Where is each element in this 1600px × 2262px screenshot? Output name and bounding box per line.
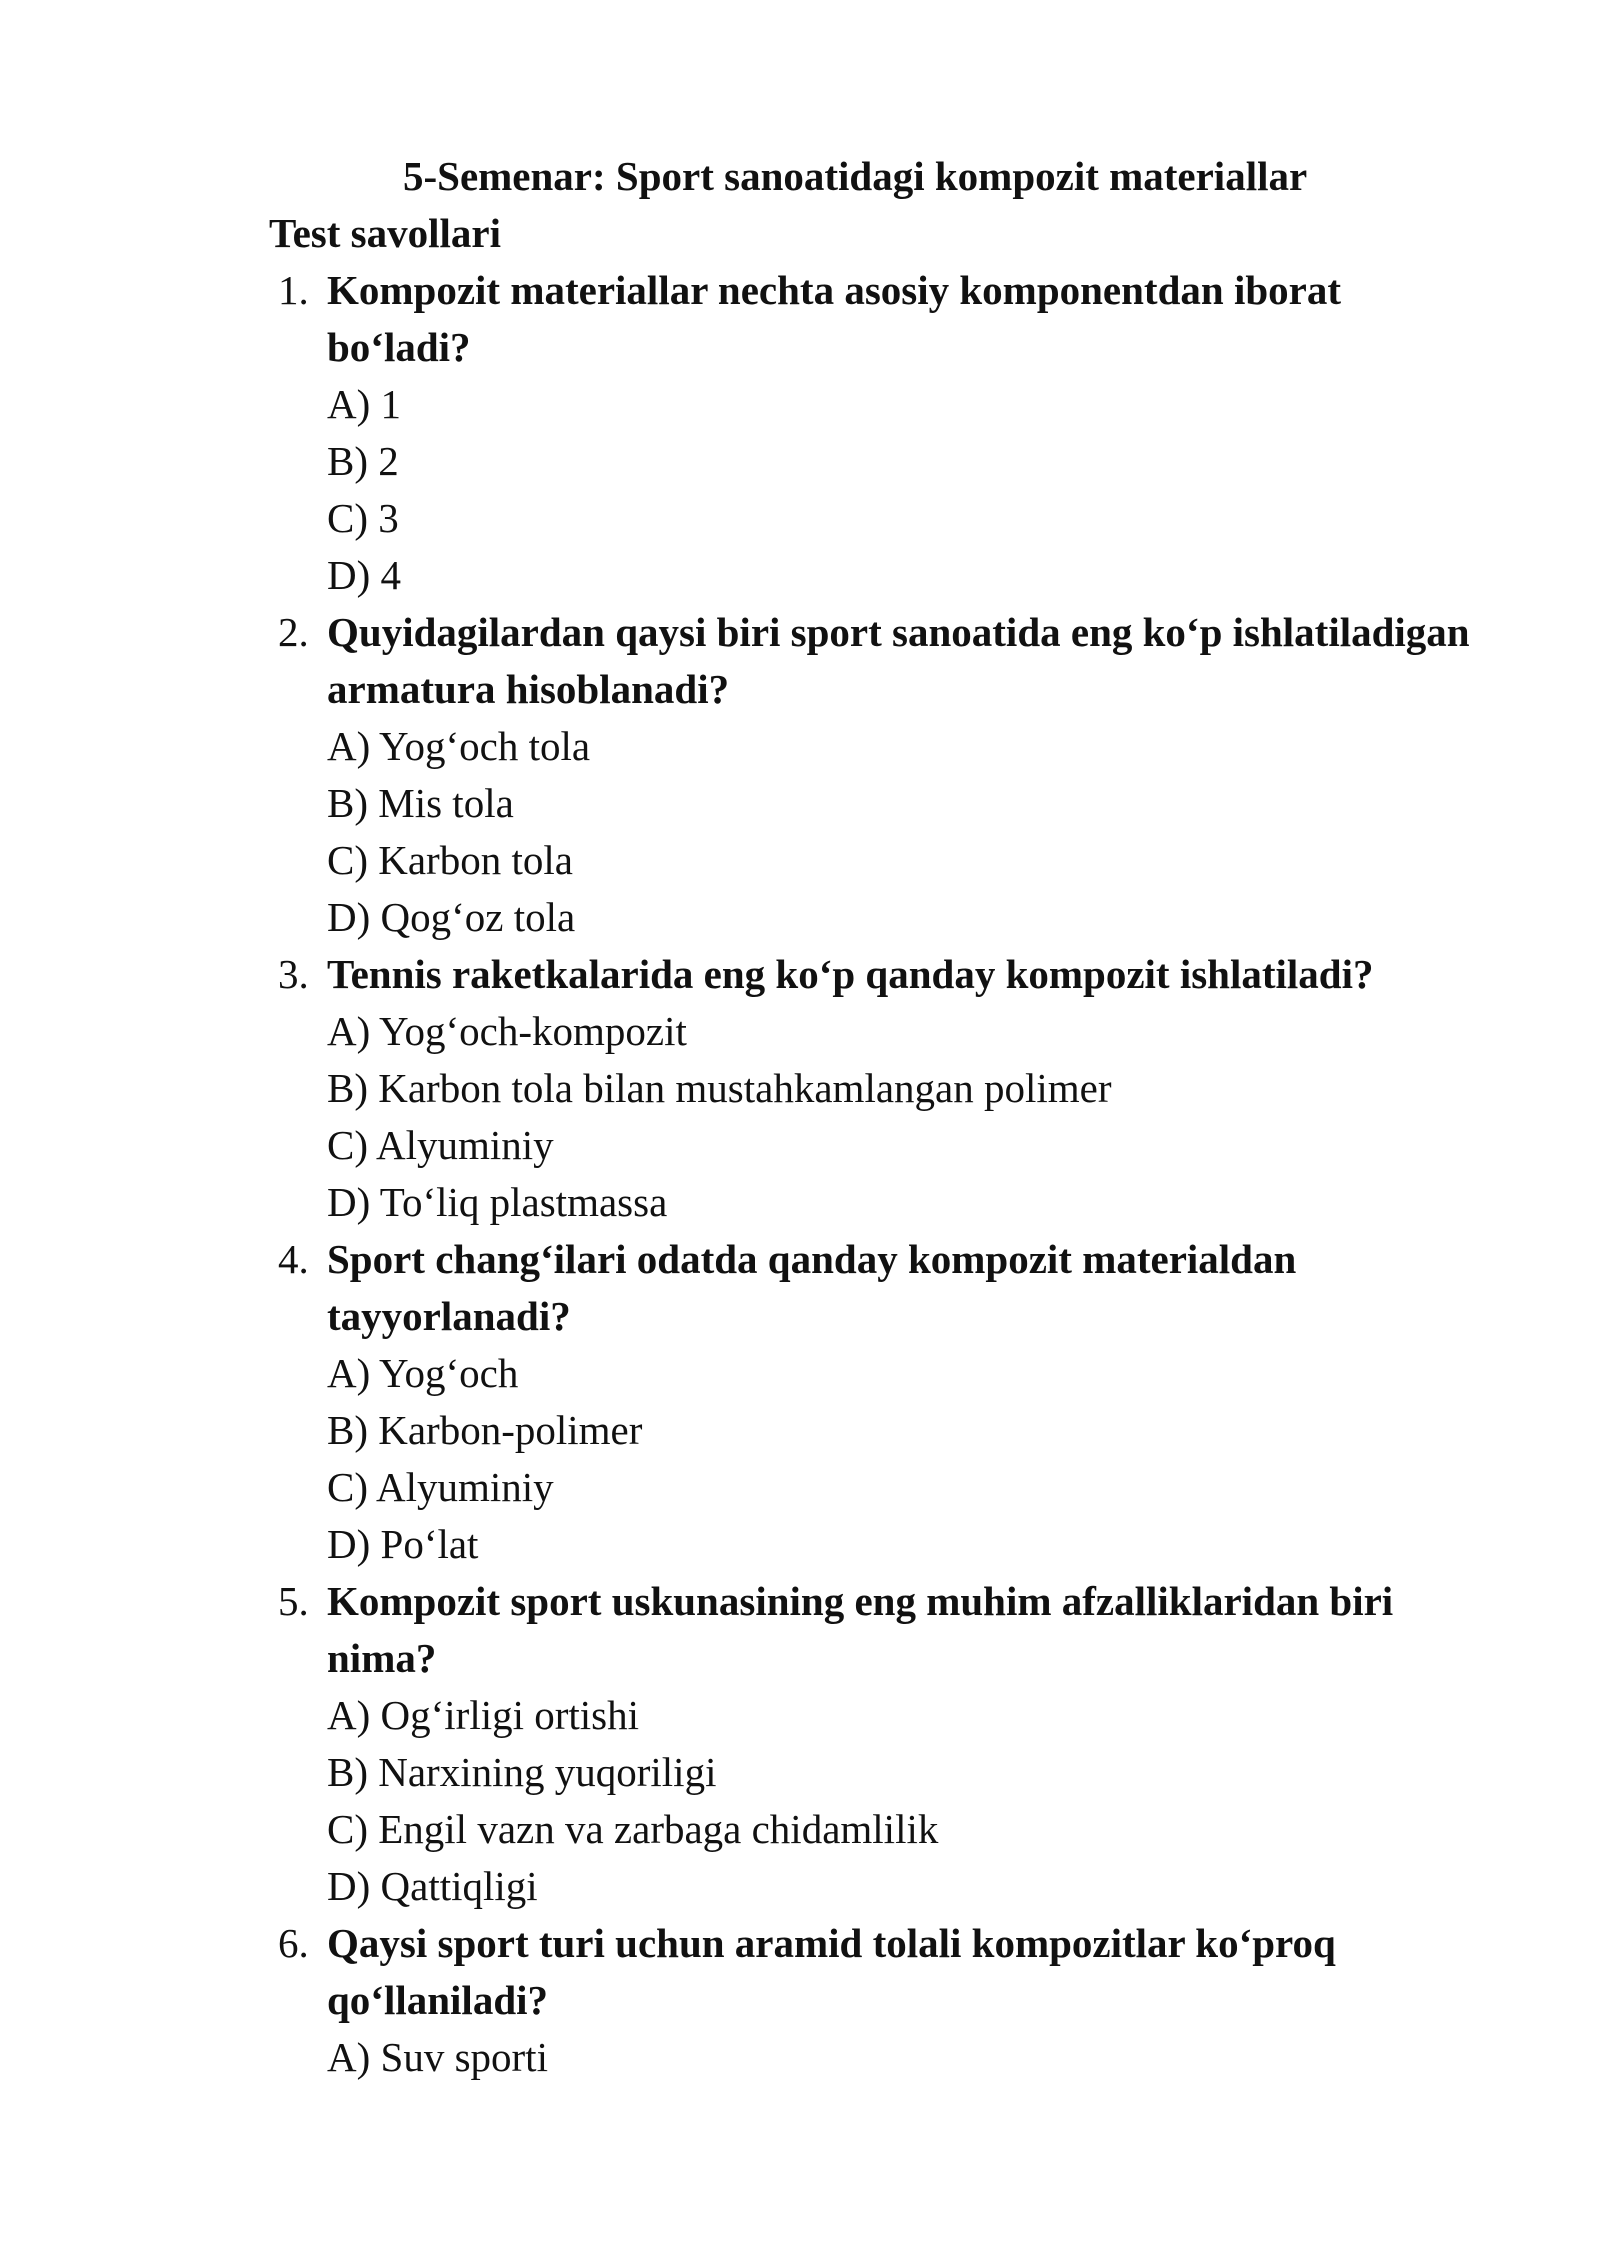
answer-options (0, 376, 1600, 604)
answer-option-c: C) Karbon tola (327, 837, 573, 883)
question-number: 5. (278, 1578, 309, 1624)
question-2 (0, 604, 1600, 946)
question-number: 4. (278, 1236, 309, 1282)
answer-option-c: C) 3 (327, 495, 399, 541)
question-3 (0, 946, 1600, 1231)
answer-option-a: A) Suv sporti (327, 2034, 548, 2080)
question-6 (0, 1915, 1600, 2086)
answer-options (0, 718, 1600, 946)
answer-option-d: D) Qog‘oz tola (327, 894, 576, 940)
question-text: Qaysi sport turi uchun aramid tolali kompozitlar ko‘proq qo‘llaniladi? (327, 1920, 1336, 2023)
question-number: 1. (278, 267, 309, 313)
answer-option-a: A) 1 (327, 381, 402, 427)
answer-option-a: A) Yog‘och tola (327, 723, 591, 769)
question-text: Tennis raketkalarida eng ko‘p qanday kompozit ishlatiladi? (327, 951, 1374, 997)
answer-option-d: D) 4 (327, 552, 402, 598)
answer-option-a: A) Yog‘och (327, 1350, 519, 1396)
document-subtitle: Test savollari (269, 210, 501, 256)
answer-option-b: B) Karbon-polimer (327, 1407, 643, 1453)
answer-option-b: B) 2 (327, 438, 399, 484)
answer-options (0, 2029, 1600, 2086)
answer-option-c: C) Engil vazn va zarbaga chidamlilik (327, 1806, 939, 1852)
question-number: 3. (278, 951, 309, 997)
answer-options (0, 1345, 1600, 1573)
answer-option-d: D) Qattiqligi (327, 1863, 538, 1909)
answer-option-a: A) Yog‘och-kompozit (327, 1008, 687, 1054)
question-1 (0, 262, 1600, 604)
question-text: Sport chang‘ilari odatda qanday kompozit materialdan tayyorlanadi? (327, 1236, 1297, 1339)
answer-option-d: D) Po‘lat (327, 1521, 479, 1567)
answer-option-c: C) Alyuminiy (327, 1122, 554, 1168)
question-text: Kompozit sport uskunasining eng muhim afzalliklaridan biri nima? (327, 1578, 1394, 1681)
answer-option-b: B) Karbon tola bilan mustahkamlangan polimer (327, 1065, 1112, 1111)
question-number: 6. (278, 1920, 309, 1966)
answer-option-d: D) To‘liq plastmassa (327, 1179, 668, 1225)
answer-options (0, 1687, 1600, 1915)
question-text: Kompozit materiallar nechta asosiy komponentdan iborat bo‘ladi? (327, 267, 1341, 370)
question-5 (0, 1573, 1600, 1915)
document-title: 5-Semenar: Sport sanoatidagi kompozit materiallar (403, 153, 1308, 199)
answer-option-c: C) Alyuminiy (327, 1464, 554, 1510)
question-text: Quyidagilardan qaysi biri sport sanoatida eng ko‘p ishlatiladigan armatura hisoblanadi? (327, 609, 1470, 712)
answer-option-b: B) Narxining yuqoriligi (327, 1749, 717, 1795)
answer-options (0, 1003, 1600, 1231)
question-number: 2. (278, 609, 309, 655)
answer-option-b: B) Mis tola (327, 780, 514, 826)
answer-option-a: A) Og‘irligi ortishi (327, 1692, 640, 1738)
question-4 (0, 1231, 1600, 1573)
question-list (0, 262, 1600, 2086)
